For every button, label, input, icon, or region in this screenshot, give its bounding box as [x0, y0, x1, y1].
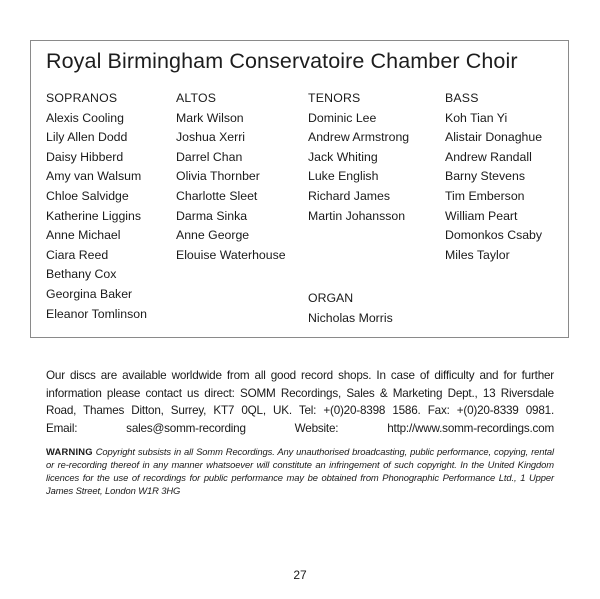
bass-member: Koh Tian Yi [445, 110, 508, 125]
sopranos-column [46, 89, 147, 324]
sopranos-member: Georgina Baker [46, 286, 133, 301]
copyright-warning [46, 445, 554, 497]
organ-heading: ORGAN [308, 291, 354, 305]
organ-player: Nicholas Morris [308, 310, 393, 325]
tenors-member: Luke English [308, 169, 379, 184]
info-line: Email: sales@somm-recording Website: http://www.somm-recordings.com [46, 421, 554, 435]
tenors-member: Dominic Lee [308, 110, 377, 125]
altos-member: Elouise Waterhouse [176, 247, 286, 262]
altos-member: Mark Wilson [176, 110, 244, 125]
altos-member: Olivia Thornber [176, 169, 260, 184]
warning-label: WARNING [46, 446, 93, 457]
tenors-member: Jack Whiting [308, 149, 378, 164]
bass-member: Domonkos Csaby [445, 228, 543, 243]
altos-member: Darma Sinka [176, 208, 248, 223]
sopranos-member: Daisy Hibberd [46, 149, 124, 164]
sopranos-member: Ciara Reed [46, 247, 109, 262]
tenors-member: Richard James [308, 188, 391, 203]
tenors-member: Andrew Armstrong [308, 130, 410, 145]
info-line: Our discs are available worldwide from all good record shops. In case of difficulty and for further [46, 369, 554, 382]
bass-column [445, 89, 542, 265]
altos-member: Darrel Chan [176, 149, 243, 164]
info-line: information please contact us direct: SOMM Recordings, Sales & Marketing Dept., 13 Riversdale [46, 386, 554, 400]
sopranos-member: Lily Allen Dodd [46, 130, 128, 145]
altos-member: Joshua Xerri [176, 130, 246, 145]
distribution-info [46, 367, 554, 437]
tenors-heading: TENORS [308, 91, 361, 105]
sopranos-member: Amy van Walsum [46, 169, 142, 184]
sopranos-member: Bethany Cox [46, 267, 117, 282]
sopranos-heading: SOPRANOS [46, 91, 118, 105]
altos-heading: ALTOS [176, 91, 217, 105]
bass-member: Andrew Randall [445, 149, 532, 164]
bass-member: Tim Emberson [445, 188, 525, 203]
bass-heading: BASS [445, 91, 479, 105]
sopranos-member: Anne Michael [46, 228, 121, 243]
altos-column [176, 89, 286, 265]
bass-member: Miles Taylor [445, 247, 510, 262]
sopranos-member: Alexis Cooling [46, 110, 124, 125]
bass-member: William Peart [445, 208, 518, 223]
choir-title: Royal Birmingham Conservatoire Chamber Choir [46, 49, 518, 73]
sopranos-member: Katherine Liggins [46, 208, 142, 223]
sopranos-member: Chloe Salvidge [46, 188, 129, 203]
sopranos-member: Eleanor Tomlinson [46, 306, 147, 321]
bass-member: Alistair Donaghue [445, 130, 543, 145]
bass-member: Barny Stevens [445, 169, 525, 184]
altos-member: Anne George [176, 228, 250, 243]
page-number: 27 [293, 568, 307, 582]
warning-text: Copyright subsists in all Somm Recordings. Any unauthorised broadcasting, public performance, copying, rental or re-recording thereof in any manner whatsoever will constitute an infringement of such copyright. In the United Kingdom licences for the use of recordings for public performance may be obtained from Phonographic Performance Ltd., 1 Upper James Street, London W1R 3HG [46, 446, 554, 497]
altos-member: Charlotte Sleet [176, 188, 258, 203]
organ-section [308, 289, 393, 328]
tenors-member: Martin Johansson [308, 208, 406, 223]
tenors-column [308, 89, 409, 226]
info-line: Road, Thames Ditton, Surrey, KT7 0QL, UK. Tel: +(0)20-8398 1586. Fax: +(0)20-8339 0981. [46, 404, 554, 417]
